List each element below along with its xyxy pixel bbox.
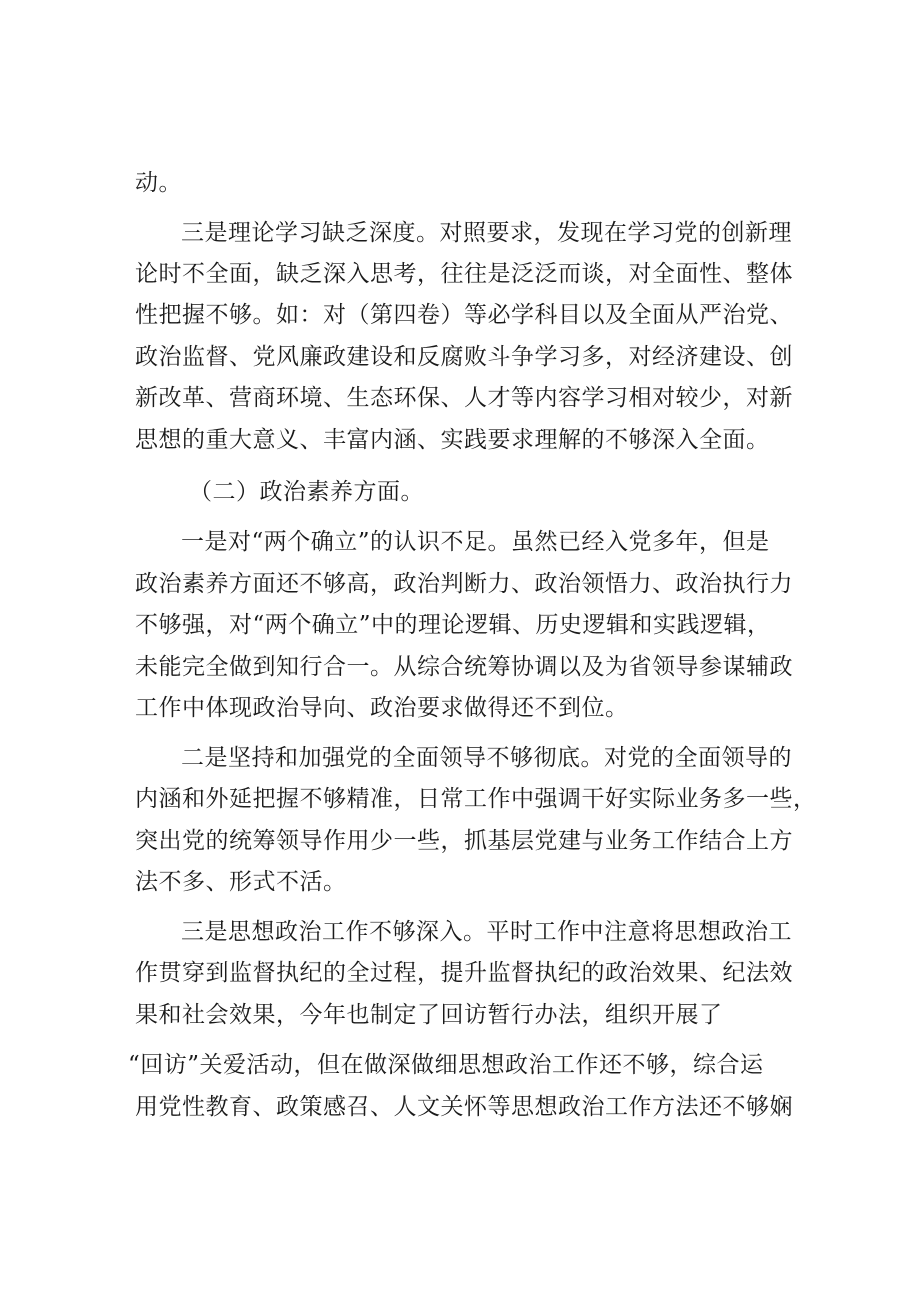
paragraph-line: 论时不全面，缺乏深入思考，往往是泛泛而谈，对全面性、整体 bbox=[135, 261, 793, 287]
paragraph-line: 政治监督、党风廉政建设和反腐败斗争学习多，对经济建设、创 bbox=[135, 344, 793, 370]
paragraph-line: 果和社会效果，今年也制定了回访暂行办法，组织开展了 bbox=[135, 1002, 723, 1028]
paragraph-line: 三是理论学习缺乏深度。对照要求，发现在学习党的创新理 bbox=[181, 220, 792, 246]
paragraph-line: 作贯穿到监督执纪的全过程，提升监督执纪的政治效果、纪法效 bbox=[135, 960, 793, 986]
paragraph-line: 用党性教育、政策感召、人文关怀等思想政治工作方法还不够娴 bbox=[135, 1094, 793, 1120]
paragraph-line: 一是对“两个确立”的认识不足。虽然已经入党多年，但是 bbox=[181, 529, 770, 555]
paragraph-line: “回访”关爱活动，但在做深做细思想政治工作还不够，综合运 bbox=[128, 1052, 764, 1078]
paragraph-line: 新改革、营商环境、生态环保、人才等内容学习相对较少，对新 bbox=[135, 385, 793, 411]
paragraph-line: 三是思想政治工作不够深入。平时工作中注意将思想政治工 bbox=[181, 919, 792, 945]
paragraph-line: 不够强，对“两个确立”中的理论逻辑、历史逻辑和实践逻辑， bbox=[135, 612, 771, 638]
paragraph-line: 二是坚持和加强党的全面领导不够彻底。对党的全面领导的 bbox=[181, 745, 792, 771]
paragraph-line: 工作中体现政治导向、政治要求做得还不到位。 bbox=[135, 695, 629, 721]
paragraph-line: 政治素养方面还不够高，政治判断力、政治领悟力、政治执行力 bbox=[135, 571, 793, 597]
paragraph-line: 动。 bbox=[135, 170, 182, 196]
paragraph-line: 未能完全做到知行合一。从综合统筹协调以及为省领导参谋辅政 bbox=[135, 654, 793, 680]
paragraph-line: 性把握不够。如：对（第四卷）等必学科目以及全面从严治党、 bbox=[135, 302, 793, 328]
section-heading: （二）政治素养方面。 bbox=[189, 479, 424, 505]
paragraph-line: 突出党的统筹领导作用少一些，抓基层党建与业务工作结合上方 bbox=[135, 828, 793, 854]
paragraph-line: 思想的重大意义、丰富内涵、实践要求理解的不够深入全面。 bbox=[135, 427, 770, 453]
paragraph-line: 内涵和外延把握不够精准，日常工作中强调干好实际业务多一些， bbox=[135, 786, 817, 812]
paragraph-line: 法不多、形式不活。 bbox=[135, 869, 347, 895]
